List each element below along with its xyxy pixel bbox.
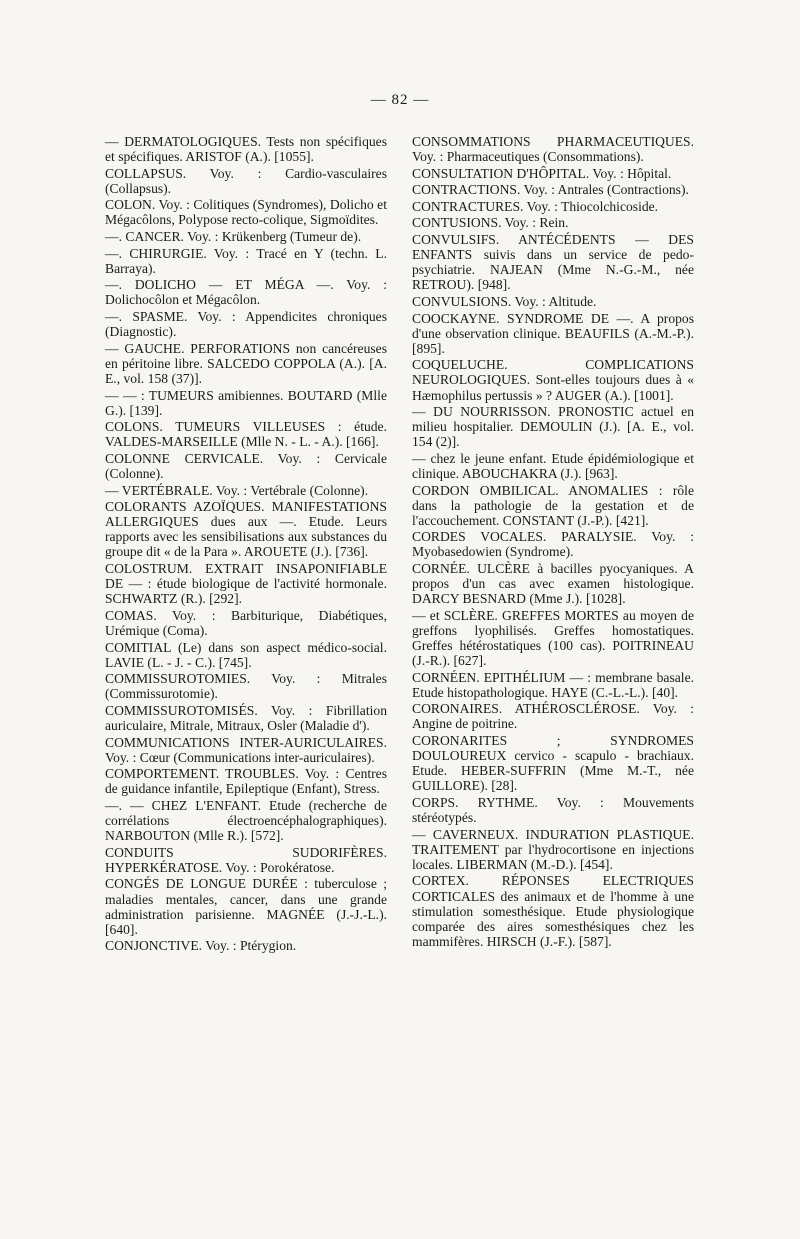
- index-entry: CORNÉE. ULCÈRE à bacilles pyocyaniques. A propos d'un cas avec examen histologique. DARCY BESNARD (Mme J.). [1028].: [412, 561, 694, 607]
- index-entry: CORPS. RYTHME. Voy. : Mouvements stéréotypés.: [412, 794, 694, 826]
- index-entry: CORONARITES ; SYNDROMES DOULOUREUX cervico - scapulo - brachiaux. Etude. HEBER-SUFFRIN (Mme M.-T., née GUILLORE). [28].: [412, 733, 694, 794]
- index-entry: COMMISSUROTOMISÉS. Voy. : Fibrillation auriculaire, Mitrale, Mitraux, Osler (Maladie d').: [105, 702, 387, 733]
- index-entry: CONTRACTURES. Voy. : Thiocolchicoside.: [412, 198, 659, 214]
- index-entry: CONSOMMATIONS PHARMACEUTIQUES. Voy. : Pharmaceutiques (Consommations).: [412, 134, 694, 165]
- index-entry: —. SPASME. Voy. : Appendicites chroniques (Diagnostic).: [105, 309, 387, 340]
- index-entry: COQUELUCHE. COMPLICATIONS NEUROLOGIQUES. Sont-elles toujours dues à « Hæmophilus pertussis » ? AUGER (A.). [1001].: [412, 357, 694, 403]
- index-entry: —. CHIRURGIE. Voy. : Tracé en Y (techn. L. Barraya).: [105, 245, 387, 276]
- index-entry: COLON. Voy. : Colitiques (Syndromes), Dolicho et Mégacôlons, Polypose recto-colique, Sigmoïdites.: [105, 197, 387, 228]
- index-entry: COOCKAYNE. SYNDROME DE —. A propos d'une observation clinique. BEAUFILS (A.-M.-P.). [895].: [412, 310, 694, 356]
- index-entry: —. DOLICHO — ET MÉGA —. Voy. : Dolichocôlon et Mégacôlon.: [105, 277, 387, 308]
- index-entry: CONJONCTIVE. Voy. : Ptérygion.: [105, 938, 297, 954]
- index-entry: CONTRACTIONS. Voy. : Antrales (Contractions).: [412, 182, 689, 198]
- index-entry: — CAVERNEUX. INDURATION PLASTIQUE. TRAITEMENT par l'hydrocortisone en injections locales. LIBERMAN (M.-D.). [454].: [412, 826, 694, 872]
- index-entry: —. — CHEZ L'ENFANT. Etude (recherche de corrélations électroencéphalographiques). NARBOUTON (Mlle R.). [572].: [105, 797, 387, 844]
- index-entry: CORTEX. RÉPONSES ELECTRIQUES CORTICALES des animaux et de l'homme à une stimulation somesthésique. Etude physiologique comparée des aires somesthésiques chez les mammifères. HIRSCH (J.-F.). [587].: [412, 873, 694, 949]
- index-entry: CONVULSIONS. Voy. : Altitude.: [412, 293, 597, 309]
- index-entry: COMMISSUROTOMIES. Voy. : Mitrales (Commissurotomie).: [105, 671, 387, 702]
- index-entry: CONSULTATION D'HÔPITAL. Voy. : Hôpital.: [412, 165, 672, 181]
- index-entry: CONDUITS SUDORIFÈRES. HYPERKÉRATOSE. Voy. : Porokératose.: [105, 844, 387, 875]
- index-entry: — — : TUMEURS amibiennes. BOUTARD (Mlle G.). [139].: [105, 387, 387, 418]
- index-entry: — et SCLÈRE. GREFFES MORTES au moyen de greffons lyophilisés. Greffes homostatiques. Greffes hétérostatiques (100 cas). POITRINEAU (J.-R.). [627].: [412, 607, 694, 669]
- left-column: [105, 134, 387, 955]
- index-entry: CONVULSIFS. ANTÉCÉDENTS — DES ENFANTS suivis dans un service de pedo-psychiatrie. NAJEAN (Mme N.-G.-M., née RETROU). [948].: [412, 232, 694, 293]
- index-entry: COLONNE CERVICALE. Voy. : Cervicale (Colonne).: [105, 450, 387, 481]
- index-entry: — DU NOURRISSON. PRONOSTIC actuel en milieu hospitalier. DEMOULIN (J.). [A. E., vol. 154 (2)].: [412, 404, 694, 450]
- index-entry: CORONAIRES. ATHÉROSCLÉROSE. Voy. : Angine de poitrine.: [412, 701, 694, 732]
- index-entry: COLONS. TUMEURS VILLEUSES : étude. VALDES-MARSEILLE (Mlle N. - L. - A.). [166].: [105, 419, 387, 450]
- index-entry: COLLAPSUS. Voy. : Cardio-vasculaires (Collapsus).: [105, 165, 387, 196]
- right-column: [412, 134, 694, 950]
- index-entry: COLOSTRUM. EXTRAIT INSAPONIFIABLE DE — : étude biologique de l'activité hormonale. SCHWARTZ (R.). [292].: [105, 561, 387, 607]
- index-entry: COMMUNICATIONS INTER-AURICULAIRES. Voy. : Cœur (Communications inter-auriculaires).: [105, 734, 387, 765]
- index-entry: CORNÉEN. EPITHÉLIUM — : membrane basale. Etude histopathologique. HAYE (C.-L.-L.). [40].: [412, 669, 694, 700]
- index-entry: COMAS. Voy. : Barbiturique, Diabétiques, Urémique (Coma).: [105, 607, 387, 638]
- index-entry: COMITIAL (Le) dans son aspect médico-social. LAVIE (L. - J. - C.). [745].: [105, 639, 387, 670]
- index-entry: — VERTÉBRALE. Voy. : Vertébrale (Colonne).: [105, 482, 369, 498]
- index-entry: — chez le jeune enfant. Etude épidémiologique et clinique. ABOUCHAKRA (J.). [963].: [412, 450, 694, 481]
- index-entry: —. CANCER. Voy. : Krükenberg (Tumeur de).: [105, 229, 362, 245]
- index-entry: CONTUSIONS. Voy. : Rein.: [412, 215, 569, 231]
- index-entry: CORDES VOCALES. PARALYSIE. Voy. : Myobasedowien (Syndrome).: [412, 529, 694, 560]
- page-number: — 82 —: [370, 92, 430, 108]
- index-entry: CORDON OMBILICAL. ANOMALIES : rôle dans la pathologie de la gestation et de l'accouchement. CONSTANT (J.-P.). [421].: [412, 482, 694, 528]
- index-entry: — GAUCHE. PERFORATIONS non cancéreuses en péritoine libre. SALCEDO COPPOLA (A.). [A. E., vol. 158 (37)].: [105, 340, 387, 386]
- index-entry: COMPORTEMENT. TROUBLES. Voy. : Centres de guidance infantile, Epileptique (Enfant), Stress.: [105, 766, 387, 797]
- index-entry: COLORANTS AZOÏQUES. MANIFESTATIONS ALLERGIQUES dues aux —. Etude. Leurs rapports avec les sensibilisations aux substances du groupe dit « de la Para ». AROUETE (J.). [736].: [105, 499, 387, 560]
- index-entry: CONGÉS DE LONGUE DURÉE : tuberculose ; maladies mentales, cancer, dans une grande administration parisienne. MAGNÉE (J.-J.-L.). [640].: [105, 876, 387, 937]
- index-entry: — DERMATOLOGIQUES. Tests non spécifiques et spécifiques. ARISTOF (A.). [1055].: [105, 134, 387, 165]
